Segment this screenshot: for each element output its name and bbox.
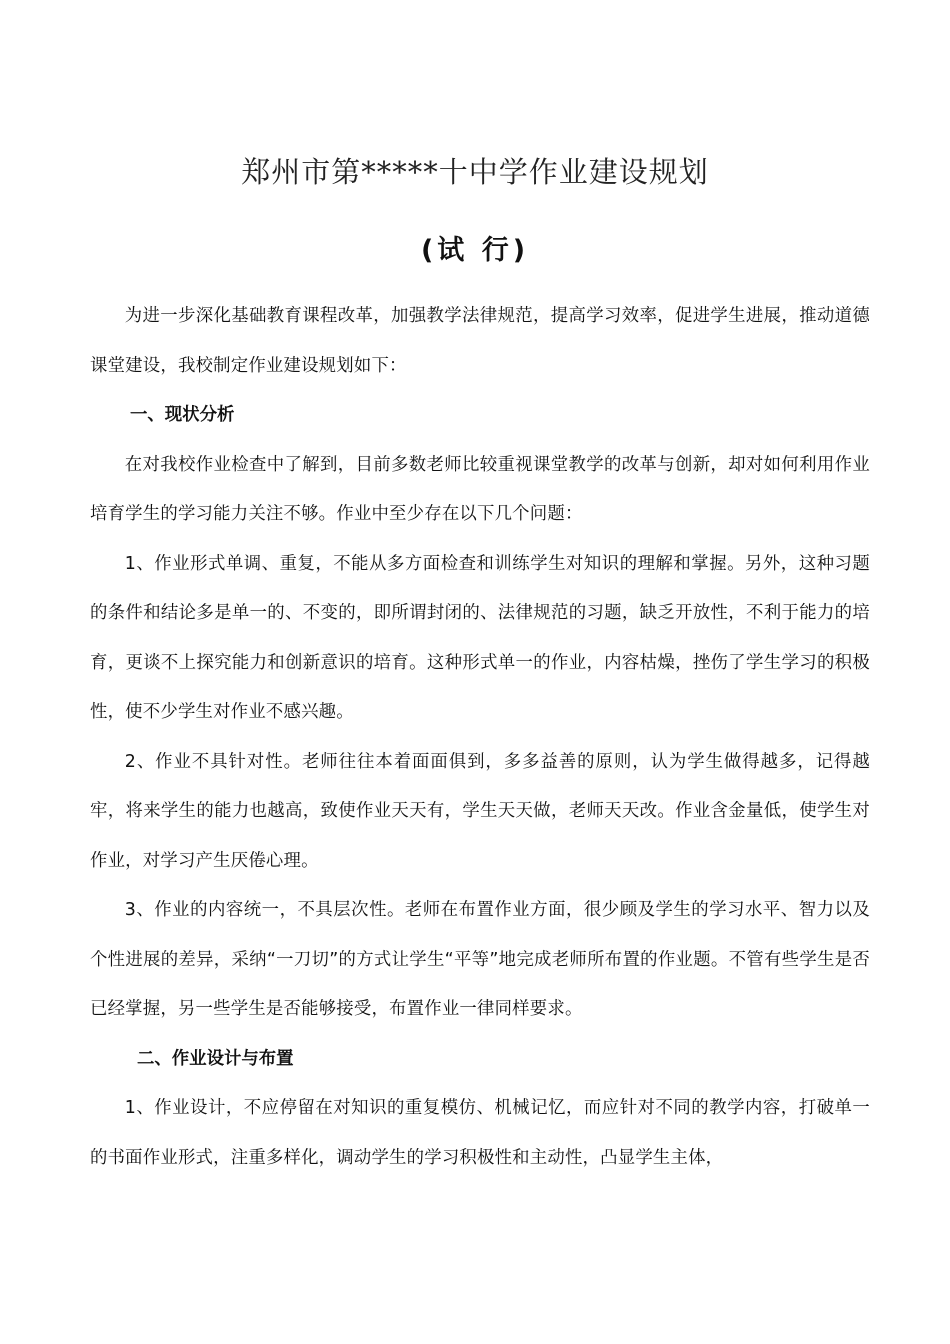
paragraph: 2、作业不具针对性。老师往往本着面面俱到，多多益善的原则，认为学生做得越多，记得越牢，将来学生的能力也越高，致使作业天天有，学生天天做，老师天天改。作业含金量低，使学生对作业，对学习产生厌倦心理。 — [90, 751, 870, 871]
section-heading-homework-design: 二、作业设计与布置 — [137, 1048, 294, 1069]
section-heading-status-analysis: 一、现状分析 — [130, 405, 235, 425]
document-body — [90, 292, 870, 1183]
document-title: 郑州市第*****十中学作业建设规划 — [241, 155, 709, 189]
paragraph: 在对我校作业检查中了解到，目前多数老师比较重视课堂教学的改革与创新，却对如何利用作业培育学生的学习能力关注不够。作业中至少存在以下几个问题： — [90, 454, 870, 524]
paragraph: 1、作业设计，不应停留在对知识的重复模仿、机械记忆，而应针对不同的教学内容，打破单一的书面作业形式，注重多样化，调动学生的学习积极性和主动性，凸显学生主体， — [90, 1098, 870, 1168]
intro-paragraph: 为进一步深化基础教育课程改革，加强教学法律规范，提高学习效率，促进学生进展，推动道德课堂建设，我校制定作业建设规划如下： — [90, 306, 870, 376]
paragraph: 3、作业的内容统一，不具层次性。老师在布置作业方面，很少顾及学生的学习水平、智力以及个性进展的差异，采纳“一刀切”的方式让学生“平等”地完成老师所布置的作业题。不管有些学生是否已经掌握，另一些学生是否能够接受，布置作业一律同样要求。 — [90, 900, 870, 1019]
document-subtitle: (试 行) — [420, 235, 530, 266]
paragraph: 1、作业形式单调、重复，不能从多方面检查和训练学生对知识的理解和掌握。另外，这种习题的条件和结论多是单一的、不变的，即所谓封闭的、法律规范的习题，缺乏开放性，不利于能力的培育，更谈不上探究能力和创新意识的培育。这种形式单一的作业，内容枯燥，挫伤了学生学习的积极性，使不少学生对作业不感兴趣。 — [90, 553, 870, 722]
